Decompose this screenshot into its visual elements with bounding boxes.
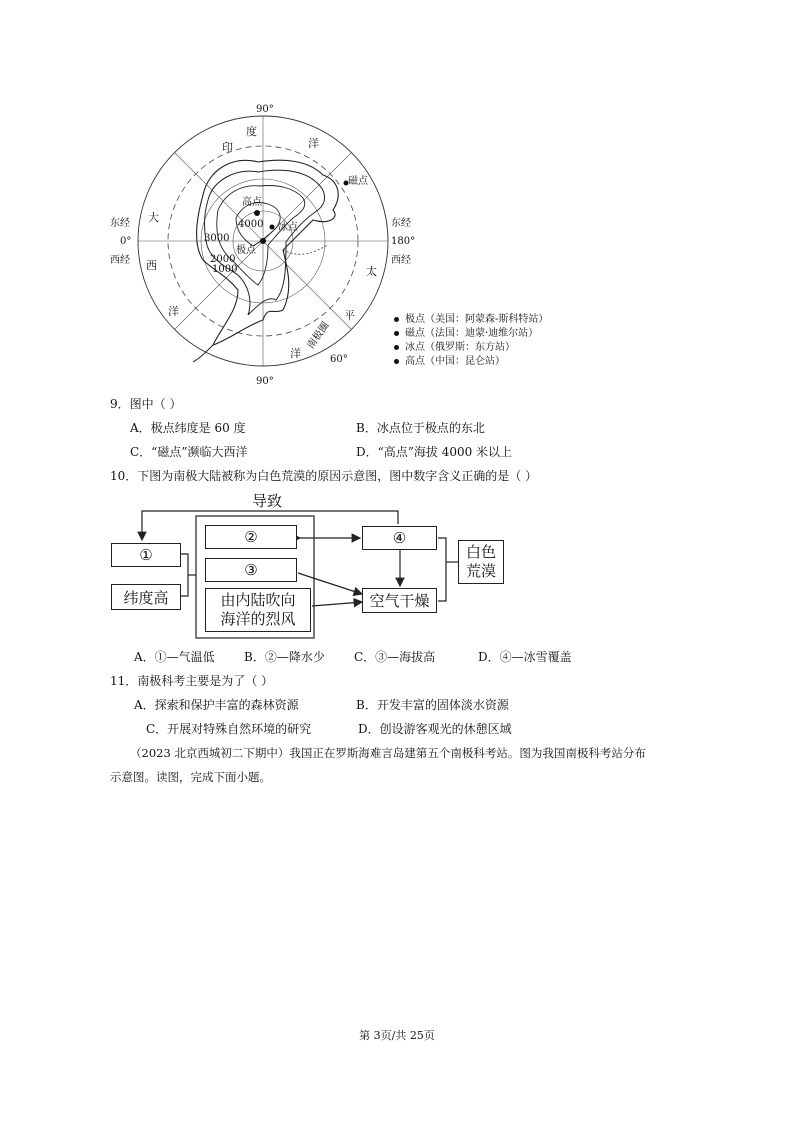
contour-4000: 4000 [238,219,264,230]
q9-stem: 9．图中（ ） [110,397,182,411]
pole-label: 极点 [236,245,256,256]
q10-stem: 10．下图为南极大陆被称为白色荒漠的原因示意图，图中数字含义正确的是（ ） [110,469,538,483]
ocean-char-7: 太 [366,265,377,278]
contour-3000: 3000 [204,233,230,244]
label-90-top: 90° [256,104,274,115]
legend-dot-icon [394,345,399,350]
passage-line-1: （2023 北京西城初二下期中）我国正在罗斯海难言岛建第五个南极科考站。图为我国南极科考站分布 [130,746,646,760]
ocean-char-3: 洋 [308,137,319,150]
antarctica-map [108,100,438,390]
legend-item [394,327,548,341]
passage-line-2: 示意图。读图，完成下面小题。 [110,770,271,784]
legend-item [394,313,548,327]
box-wind [205,588,311,632]
q11-option-a[interactable]: A．探索和保护丰富的森林资源 [134,698,299,712]
ocean-char-1: 印 [222,141,233,154]
legend-item [394,355,548,369]
wind-line-1: 由内陆吹向 [220,591,296,609]
q11-option-d[interactable]: D．创设游客观光的休憩区域 [358,722,512,736]
cause-diagram [108,488,508,640]
desert-line-1: 白色 [465,543,496,561]
legend-dot-icon [394,331,399,336]
label-east-left: 东经 [110,218,130,229]
wind-line-2: 海洋的烈风 [220,610,296,628]
label-90-bottom: 90° [256,376,274,387]
legend-text: 磁点（法国：迪蒙·迪维尔站） [405,328,539,339]
q10-option-d[interactable]: D．④—冰雪覆盖 [478,650,572,664]
legend-text: 高点（中国：昆仑站） [405,356,505,367]
label-west-right: 西经 [391,255,411,266]
map-legend [394,313,548,369]
box-3: ③ [205,558,297,582]
pole-marker [260,238,266,244]
q10-option-c[interactable]: C．③—海拔高 [354,650,436,664]
ocean-char-6: 洋 [168,305,179,318]
ocean-char-8: 平 [344,309,355,322]
label-east-right: 东经 [391,218,411,229]
q11-option-c[interactable]: C．开展对特殊自然环境的研究 [146,722,312,736]
q11-stem: 11．南极科考主要是为了（ ） [110,674,274,688]
q9-option-a[interactable]: A．极点纬度是 60 度 [130,421,246,435]
legend-dot-icon [394,359,399,364]
q10-option-a[interactable]: A．①—气温低 [134,650,215,664]
legend-item [394,341,548,355]
high-label: 高点 [242,197,262,208]
contour-1000: 1000 [212,264,238,275]
box-latitude: 纬度高 [111,584,181,610]
lead-label: 导致 [252,492,283,510]
box-white-desert [458,540,504,584]
q10-option-b[interactable]: B．②—降水少 [244,650,325,664]
ocean-char-9: 洋 [290,347,301,360]
ocean-char-2: 度 [246,125,257,138]
ocean-char-5: 西 [146,259,157,272]
ocean-char-4: 大 [148,211,159,224]
page-footer: 第 3页/共 25页 [359,1029,435,1042]
q9-option-d[interactable]: D．“高点”海拔 4000 米以上 [356,445,513,459]
box-dry-air: 空气干燥 [362,588,437,613]
cold-point-marker [270,225,275,230]
antarctic-circle-label: 南极圈 [305,320,332,352]
q11-option-b[interactable]: B．开发丰富的固体淡水资源 [356,698,509,712]
box-4: ④ [362,526,437,550]
contour-2000: 2000 [210,254,236,265]
legend-dot-icon [394,317,399,322]
cold-label: 冰点 [278,222,298,233]
legend-text: 极点（美国：阿蒙森-斯科特站） [405,314,549,325]
magnetic-label: 磁点 [348,176,368,187]
q9-option-b[interactable]: B．冰点位于极点的东北 [356,421,485,435]
box-2: ② [205,525,297,549]
desert-line-2: 荒漠 [465,562,496,580]
label-60deg: 60° [330,354,348,365]
label-180deg: 180° [391,236,416,247]
label-0deg: 0° [120,236,132,247]
box-1: ① [111,543,181,567]
label-west-left: 西经 [110,255,130,266]
q9-option-c[interactable]: C．“磁点”濒临大西洋 [130,445,248,459]
legend-text: 冰点（俄罗斯：东方站） [405,342,515,353]
